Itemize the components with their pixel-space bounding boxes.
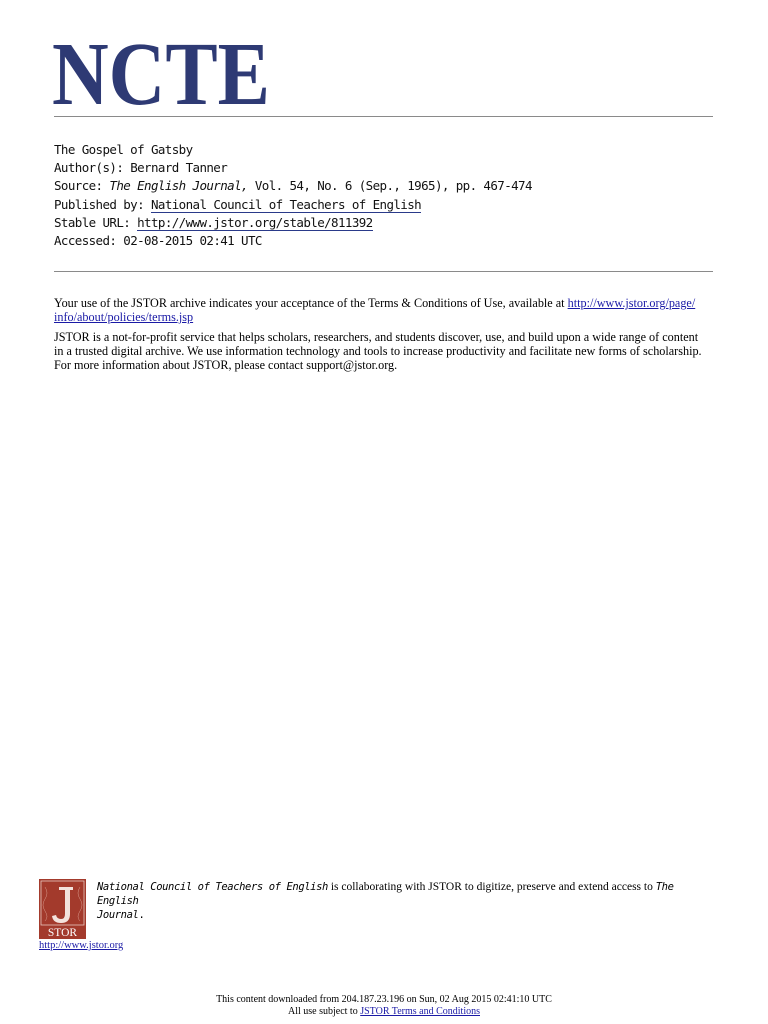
terms-paragraph: Your use of the JSTOR archive indicates your acceptance of the Terms & Conditions of Use, available at http://www.jstor.org/page/ info/about/policies/terms.jsp — [54, 296, 696, 324]
accessed-line: Accessed: 02-08-2015 02:41 UTC — [54, 233, 262, 249]
author-name: Bernard Tanner — [130, 160, 228, 176]
ncte-logo-text: NCTE — [52, 25, 270, 124]
download-info: This content downloaded from 204.187.23.196 on Sun, 02 Aug 2015 02:41:10 UTC — [216, 994, 552, 1005]
ncte-logo — [52, 25, 270, 124]
author-line: Author(s): Bernard Tanner — [54, 160, 228, 176]
collab-org: National Council of Teachers of English — [97, 881, 328, 893]
publisher-link[interactable]: National Council of Teachers of English — [150, 196, 422, 212]
jstor-logo-text: STOR — [47, 927, 78, 939]
accessed-date: 02-08-2015 02:41 UTC — [123, 233, 262, 249]
top-divider — [54, 116, 713, 117]
terms-link[interactable]: http://www.jstor.org/page/ info/about/policies/terms.jsp — [54, 296, 696, 324]
terms-footer-line: All use subject to JSTOR Terms and Conditions — [288, 1005, 480, 1017]
jstor-home-link[interactable]: http://www.jstor.org — [39, 940, 124, 951]
terms-notice — [54, 296, 714, 378]
citation-block — [54, 141, 532, 250]
middle-divider — [54, 271, 713, 272]
stable-url-line: Stable URL: http://www.jstor.org/stable/811392 — [54, 214, 373, 230]
jstor-info-paragraph: JSTOR is a not-for-profit service that helps scholars, researchers, and students discover, use, and build upon a wide range of content in a trusted digital archive. We use information technology and tools to increase productivity and facilitate new forms of scholarship. For more information about JSTOR, please contact support@jstor.org. — [54, 330, 702, 372]
source-details: Vol. 54, No. 6 (Sep., 1965), pp. 467-474 — [254, 178, 532, 194]
publisher-line: Published by: National Council of Teachers of English — [54, 196, 422, 212]
source-journal: The English Journal, — [109, 178, 248, 194]
jstor-terms-link[interactable]: JSTOR Terms and Conditions — [360, 1005, 480, 1017]
source-line: Source: The English Journal, Vol. 54, No. 6 (Sep., 1965), pp. 467-474 — [54, 178, 532, 194]
download-footer — [0, 994, 768, 1017]
article-title: The Gospel of Gatsby — [54, 142, 193, 157]
collaboration-note: National Council of Teachers of English is collaborating with JSTOR to digitize, preserve and extend access to The English Journal. — [97, 881, 674, 921]
jstor-logo[interactable] — [39, 879, 86, 939]
stable-url-link[interactable]: http://www.jstor.org/stable/811392 — [137, 214, 373, 230]
